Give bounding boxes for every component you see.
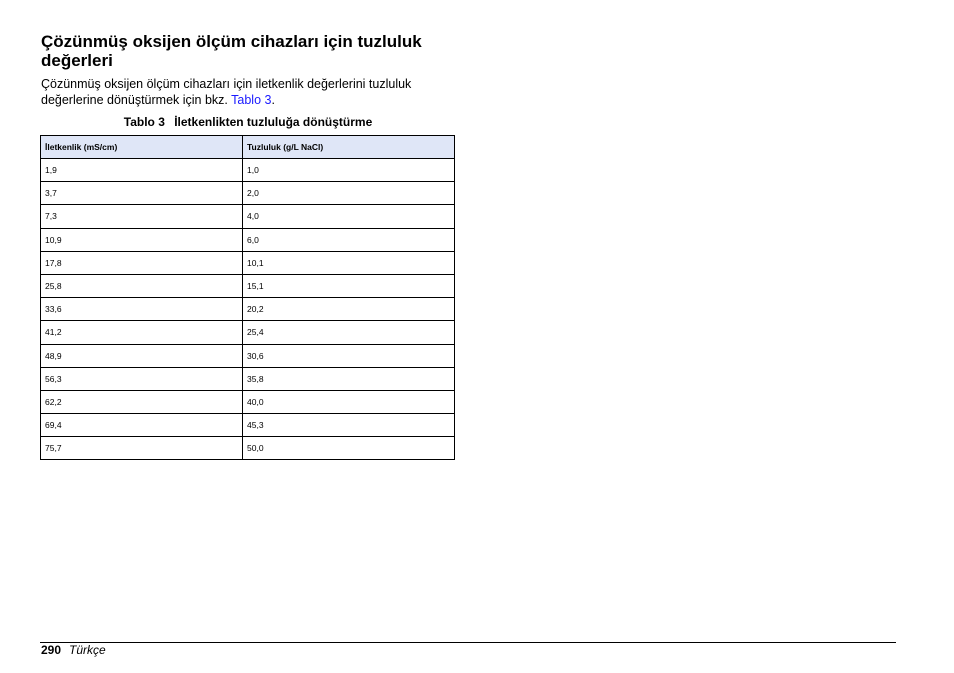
conductivity-cell: 10,9 bbox=[41, 228, 243, 251]
table-3-link[interactable]: Tablo 3 bbox=[231, 92, 272, 107]
conductivity-cell: 33,6 bbox=[41, 298, 243, 321]
salinity-cell: 50,0 bbox=[243, 437, 455, 460]
table-row bbox=[41, 205, 455, 228]
table-row bbox=[41, 344, 455, 367]
table-row bbox=[41, 251, 455, 274]
page-number: 290 bbox=[41, 643, 62, 657]
salinity-cell: 6,0 bbox=[243, 228, 455, 251]
table-caption-title: İletkenlikten tuzluluğa dönüştürme bbox=[174, 115, 373, 129]
salinity-cell: 40,0 bbox=[243, 390, 455, 413]
salinity-cell: 45,3 bbox=[243, 414, 455, 437]
conductivity-cell: 3,7 bbox=[41, 182, 243, 205]
conductivity-cell: 69,4 bbox=[41, 414, 243, 437]
salinity-cell: 1,0 bbox=[243, 159, 455, 182]
conductivity-cell: 1,9 bbox=[41, 159, 243, 182]
table-row bbox=[41, 274, 455, 297]
table-row bbox=[41, 228, 455, 251]
page-footer bbox=[41, 643, 106, 657]
conductivity-cell: 75,7 bbox=[41, 437, 243, 460]
table-row bbox=[41, 437, 455, 460]
conductivity-cell: 41,2 bbox=[41, 321, 243, 344]
conductivity-cell: 7,3 bbox=[41, 205, 243, 228]
conductivity-cell: 17,8 bbox=[41, 251, 243, 274]
intro-text: Çözünmüş oksijen ölçüm cihazları için iletkenlik değerlerini tuzluluk değerlerine dönüştürmek için bkz. bbox=[41, 77, 412, 107]
intro-paragraph bbox=[41, 77, 461, 108]
salinity-cell: 35,8 bbox=[243, 367, 455, 390]
conductivity-cell: 48,9 bbox=[41, 344, 243, 367]
salinity-cell: 10,1 bbox=[243, 251, 455, 274]
conversion-table bbox=[40, 135, 455, 460]
footer-divider bbox=[40, 642, 896, 643]
section-heading: Çözünmüş oksijen ölçüm cihazları için tuzluluk değerleri bbox=[41, 32, 422, 70]
table-row bbox=[41, 367, 455, 390]
salinity-cell: 2,0 bbox=[243, 182, 455, 205]
table-row bbox=[41, 298, 455, 321]
table-caption bbox=[41, 114, 455, 130]
salinity-cell: 20,2 bbox=[243, 298, 455, 321]
conductivity-cell: 25,8 bbox=[41, 274, 243, 297]
table-row bbox=[41, 414, 455, 437]
table-row bbox=[41, 159, 455, 182]
intro-end: . bbox=[271, 92, 275, 107]
conductivity-cell: 56,3 bbox=[41, 367, 243, 390]
salinity-cell: 30,6 bbox=[243, 344, 455, 367]
table-header-row bbox=[41, 136, 455, 159]
table-row bbox=[41, 321, 455, 344]
salinity-cell: 25,4 bbox=[243, 321, 455, 344]
table-caption-number: Tablo 3 bbox=[123, 115, 165, 129]
table-row bbox=[41, 390, 455, 413]
salinity-cell: 4,0 bbox=[243, 205, 455, 228]
salinity-cell: 15,1 bbox=[243, 274, 455, 297]
header-conductivity: İletkenlik (mS/cm) bbox=[41, 136, 243, 159]
header-salinity: Tuzluluk (g/L NaCl) bbox=[243, 136, 455, 159]
conductivity-cell: 62,2 bbox=[41, 390, 243, 413]
footer-language: Türkçe bbox=[69, 643, 106, 657]
table-row bbox=[41, 182, 455, 205]
